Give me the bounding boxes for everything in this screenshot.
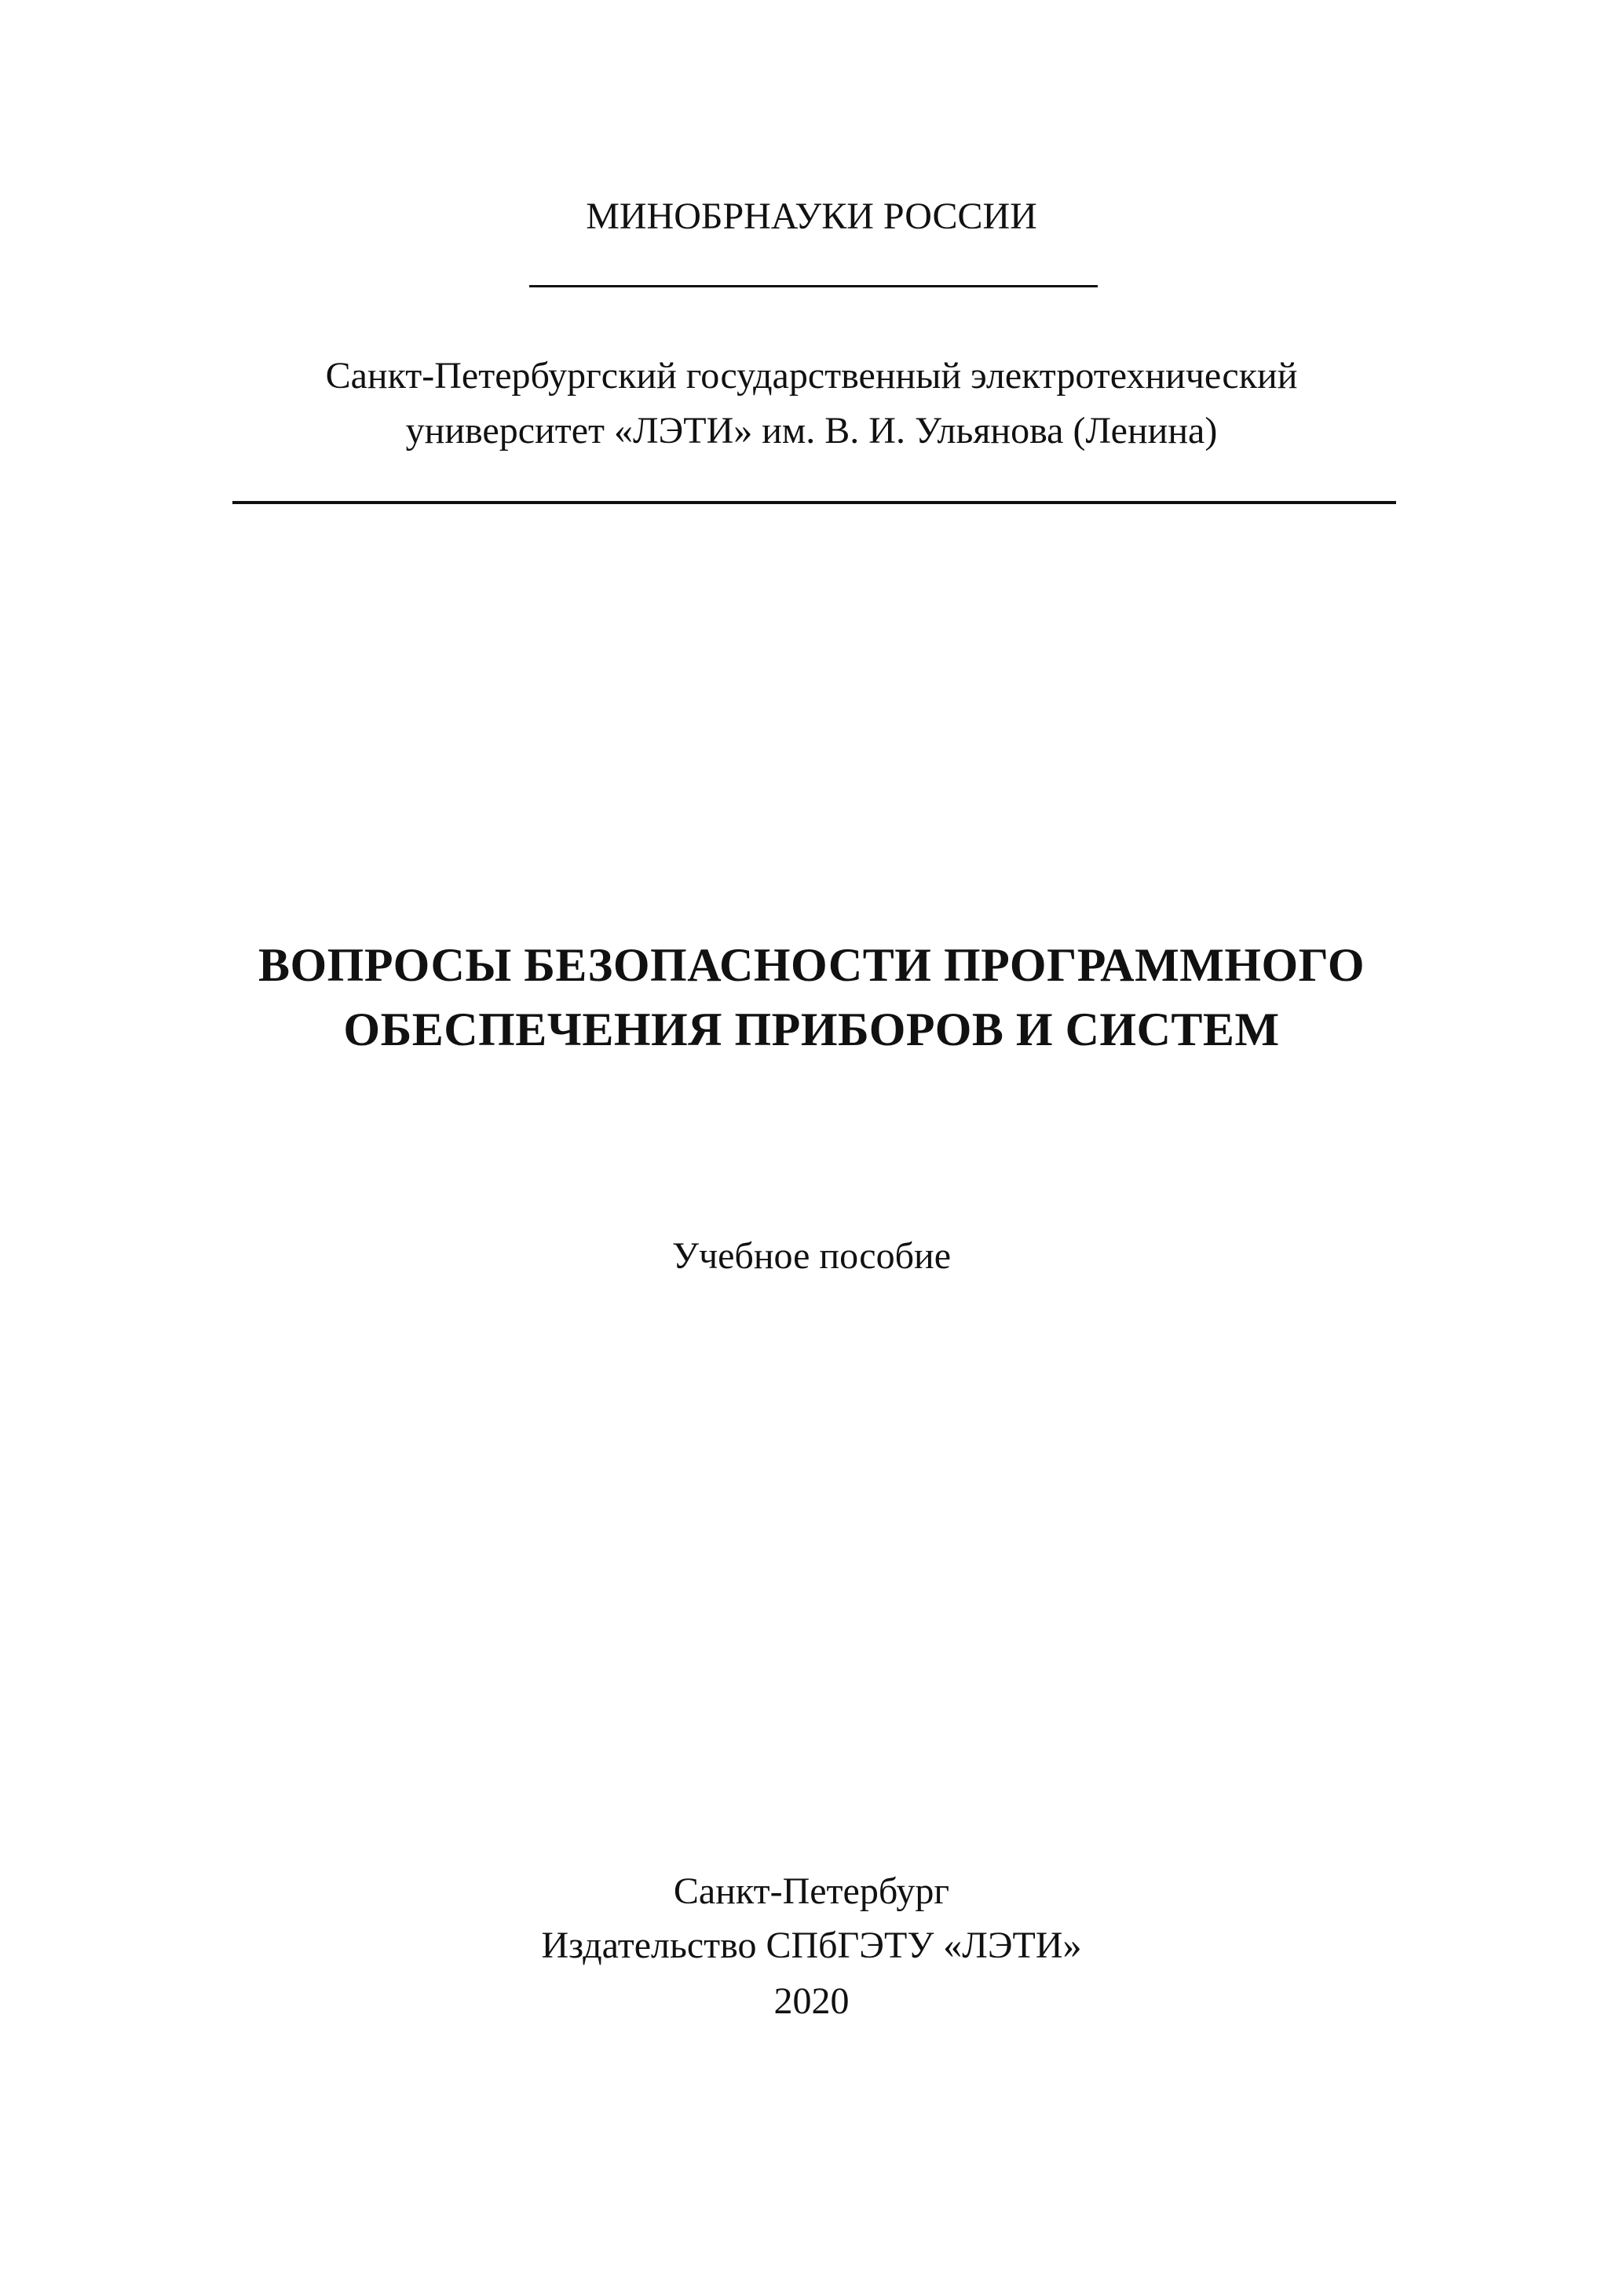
ministry-divider xyxy=(529,285,1098,287)
document-title-line-2: ОБЕСПЕЧЕНИЯ ПРИБОРОВ И СИСТЕМ xyxy=(343,1004,1280,1055)
university-name-line-2: университет «ЛЭТИ» им. В. И. Ульянова (Ленина) xyxy=(405,410,1218,452)
ministry-name: МИНОБРНАУКИ РОССИИ xyxy=(586,196,1037,237)
imprint-year: 2020 xyxy=(773,1980,850,2022)
header-divider xyxy=(232,501,1396,504)
document-title-line-1: ВОПРОСЫ БЕЗОПАСНОСТИ ПРОГРАММНОГО xyxy=(258,939,1365,991)
imprint-publisher: Издательство СПбГЭТУ «ЛЭТИ» xyxy=(541,1925,1082,1966)
university-name-line-1: Санкт-Петербургский государственный электротехнический xyxy=(325,355,1298,397)
document-type: Учебное пособие xyxy=(671,1235,952,1277)
imprint-city: Санкт-Петербург xyxy=(673,1870,950,1912)
